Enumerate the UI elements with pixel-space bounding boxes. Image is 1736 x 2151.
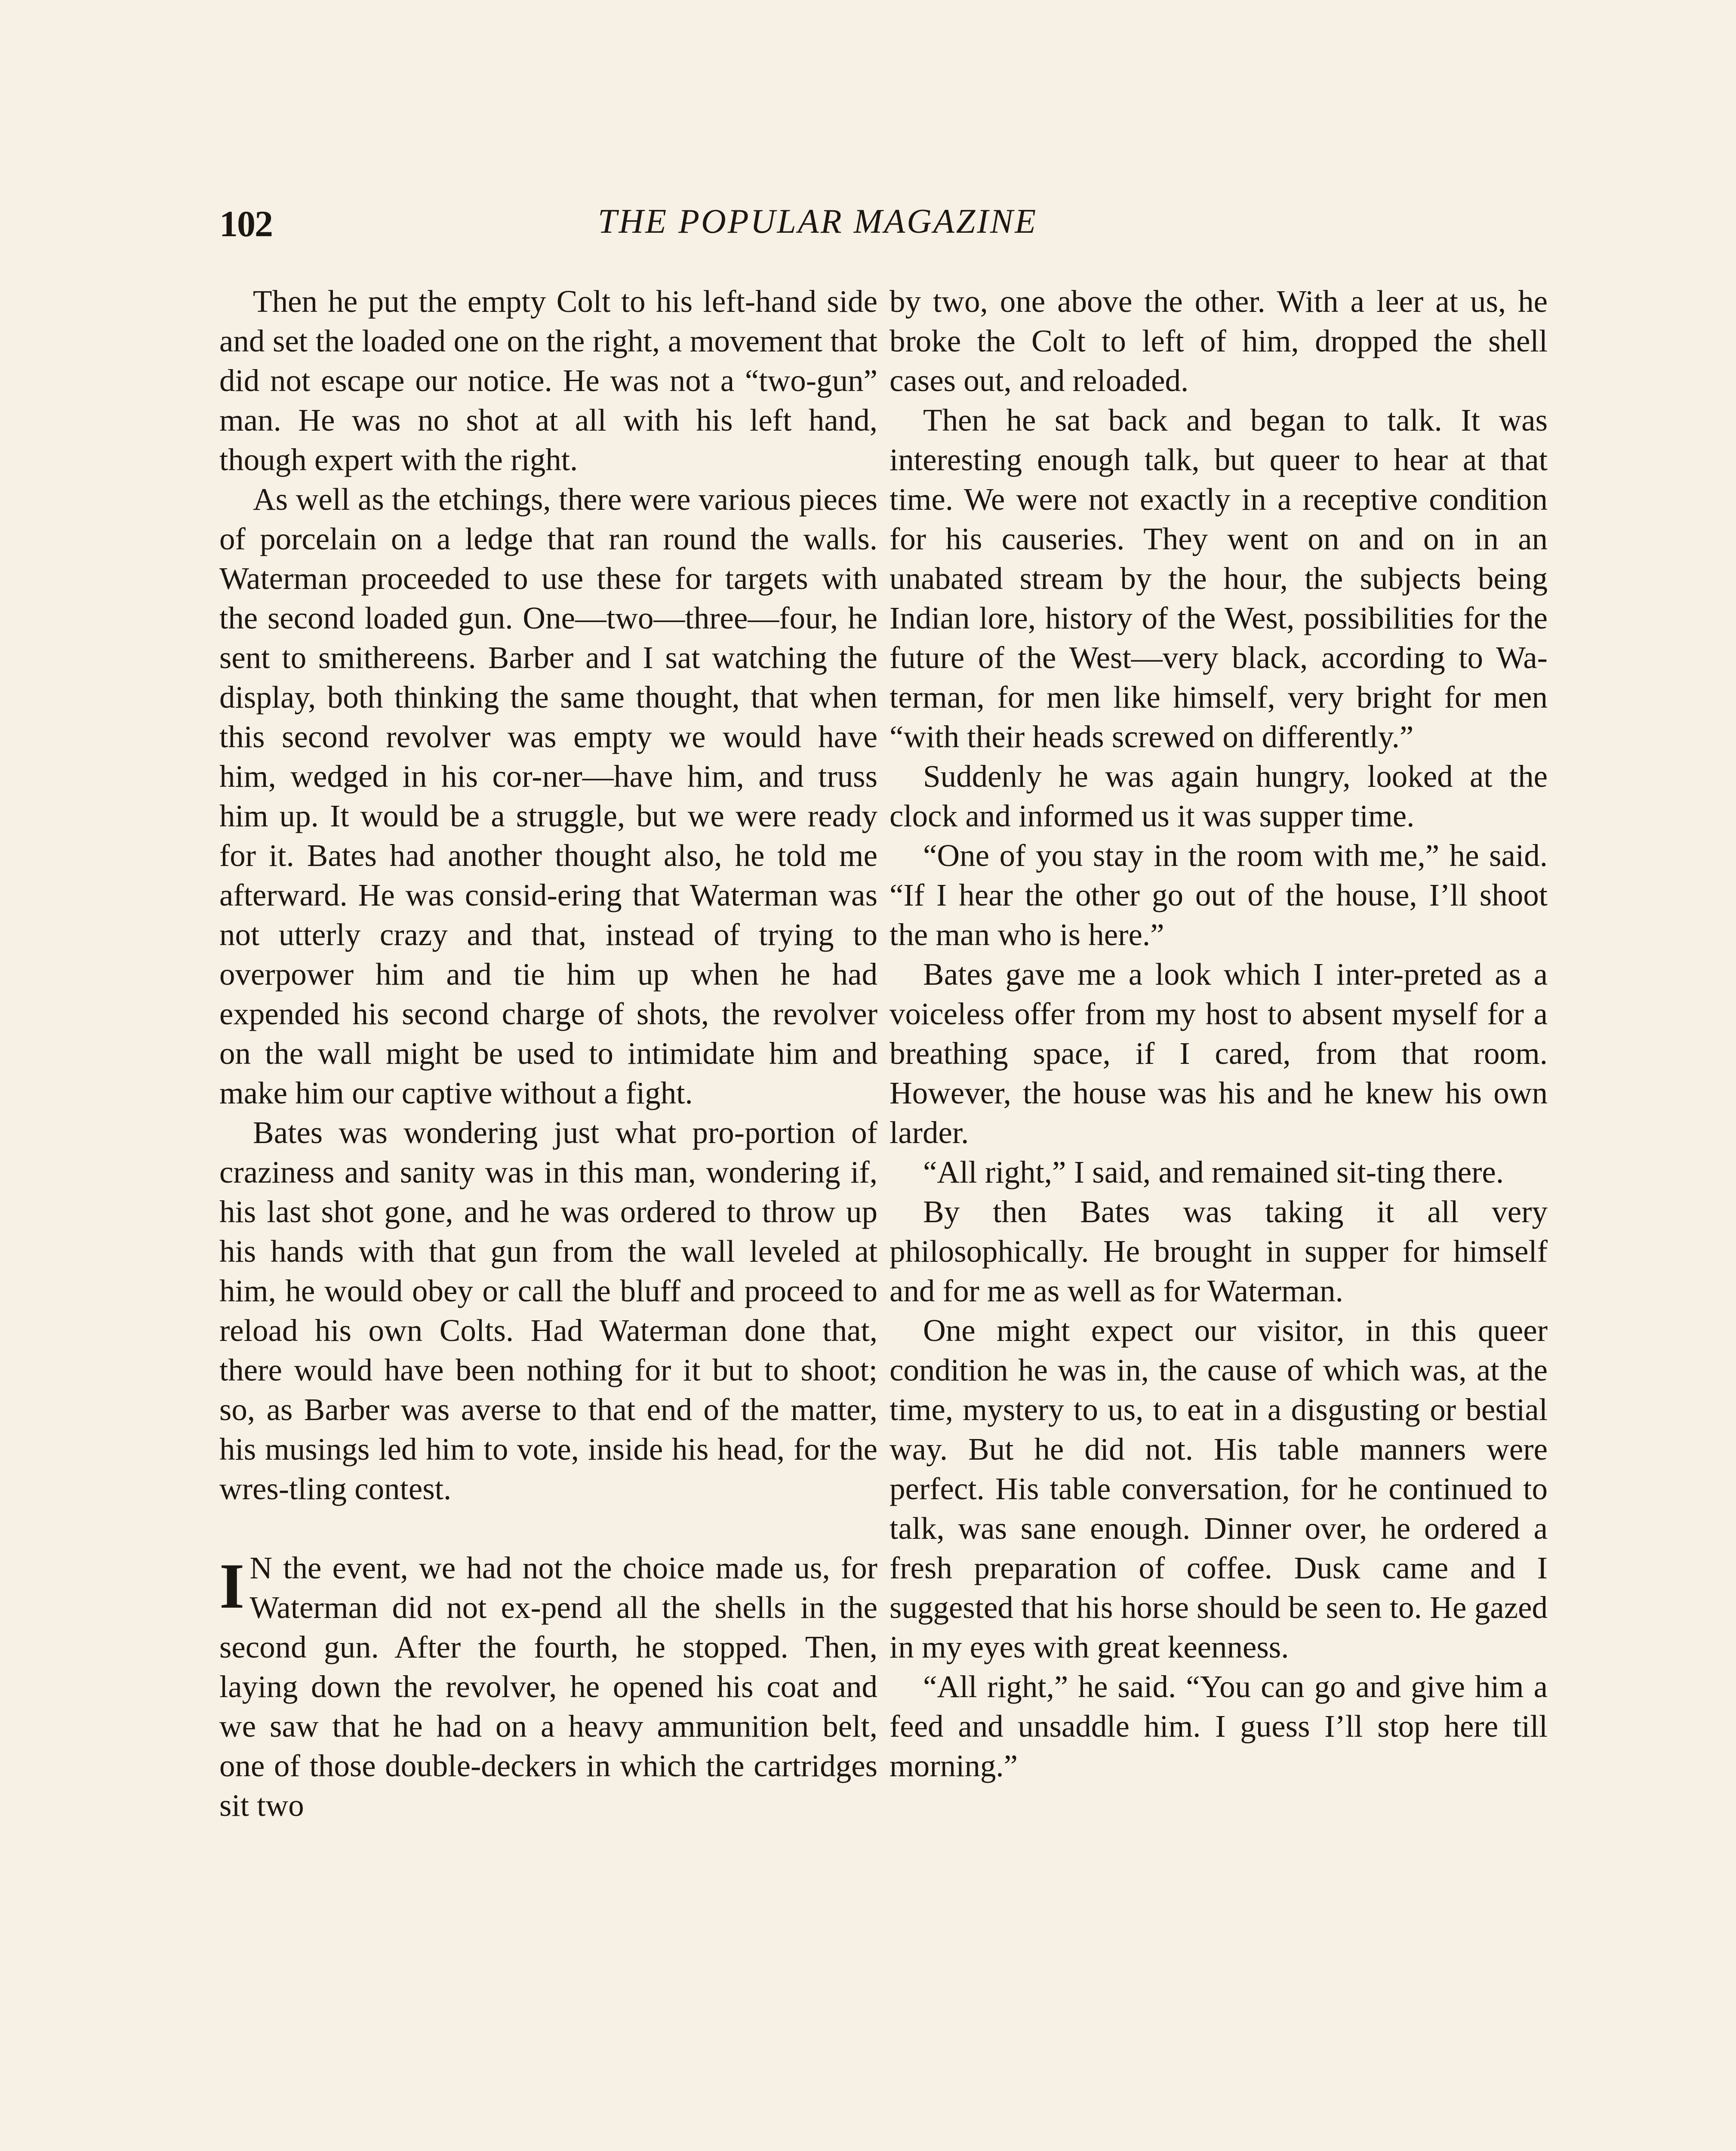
- paragraph: One might expect our visitor, in this queer condition he was in, the cause of which was, at the time, mystery to us, to eat in a disgusting or bestial way. But he did not. His table manners were perfect. His table conversation, for he continued to talk, was sane enough. Dinner over, he ordered a fresh preparation of coffee. Dusk came and I suggested that his horse should be seen to. He gazed in my eyes with great keenness.: [890, 1313, 1548, 1664]
- dropcap-paragraph-text: N the event, we had not the choice made us, for Waterman did not ex-pend all the shells in the second gun. After the fourth, he stopped. Then, laying down the revolver, he opened his coat and we saw that he had on a heavy ammunition belt, one of those double-deckers in which the cartridges sit two: [219, 1550, 877, 1823]
- paragraph: As well as the etchings, there were various pieces of porcelain on a ledge that ran round the walls. Waterman proceeded to use these for targets with the second loaded gun. One—two—three—four, he sent to smithereens. Barber and I sat watching the display, both thinking the same thought, that when this second revolver was empty we would have him, wedged in his cor-ner—have him, and truss him up. It would be a struggle, but we were ready for it. Bates had another thought also, he told me afterward. He was consid-ering that Waterman was not utterly crazy and that, instead of trying to overpower him and tie him up when he had expended his second charge of shots, the revolver on the wall might be used to intimidate him and make him our captive without a fight.: [219, 482, 877, 1110]
- paragraph: Bates gave me a look which I inter-preted as a voiceless offer from my host to absent myself for a breathing space, if I cared, from that room. However, the house was his and he knew his own larder.: [890, 957, 1548, 1150]
- paragraph: By then Bates was taking it all very philosophically. He brought in supper for himself and for me as well as for Waterman.: [890, 1194, 1548, 1308]
- paragraph: “All right,” I said, and remained sit-ting there.: [923, 1155, 1504, 1190]
- running-title: THE POPULAR MAGAZINE: [598, 203, 1038, 240]
- paragraph: Suddenly he was again hungry, looked at the clock and informed us it was supper time.: [890, 759, 1548, 833]
- paragraph: “All right,” he said. “You can go and give him a feed and unsaddle him. I guess I’ll stop here till morning.”: [890, 1669, 1548, 1783]
- paragraph: Then he put the empty Colt to his left-hand side and set the loaded one on the right, a movement that did not escape our notice. He was not a “two-gun” man. He was no shot at all with his left hand, though expert with the right.: [219, 284, 877, 477]
- drop-cap: I: [219, 1550, 245, 1622]
- dropcap-paragraph: [219, 1548, 877, 1825]
- page-header: [219, 202, 1536, 254]
- paragraph: by two, one above the other. With a leer at us, he broke the Colt to left of him, dropped the shell cases out, and reloaded.: [890, 284, 1548, 398]
- left-column: [219, 282, 877, 1825]
- right-column: [890, 282, 1548, 1786]
- paragraph: Bates was wondering just what pro-portion of craziness and sanity was in this man, wondering if, his last shot gone, and he was ordered to throw up his hands with that gun from the wall leveled at him, he would obey or call the bluff and proceed to reload his own Colts. Had Waterman done that, there would have been nothing for it but to shoot; so, as Barber was averse to that end of the matter, his musings led him to vote, inside his head, for the wres-tling contest.: [219, 1115, 877, 1506]
- section-break: [219, 1509, 877, 1548]
- paragraph: “One of you stay in the room with me,” he said. “If I hear the other go out of the house, I’ll shoot the man who is here.”: [890, 838, 1548, 952]
- paragraph: Then he sat back and began to talk. It was interesting enough talk, but queer to hear at that time. We were not exactly in a receptive condition for his causeries. They went on and on in an unabated stream by the hour, the subjects being Indian lore, history of the West, possibilities for the future of the West—very black, according to Wa-terman, for men like himself, very bright for men “with their heads screwed on differently.”: [890, 403, 1548, 754]
- page-number: 102: [219, 203, 272, 244]
